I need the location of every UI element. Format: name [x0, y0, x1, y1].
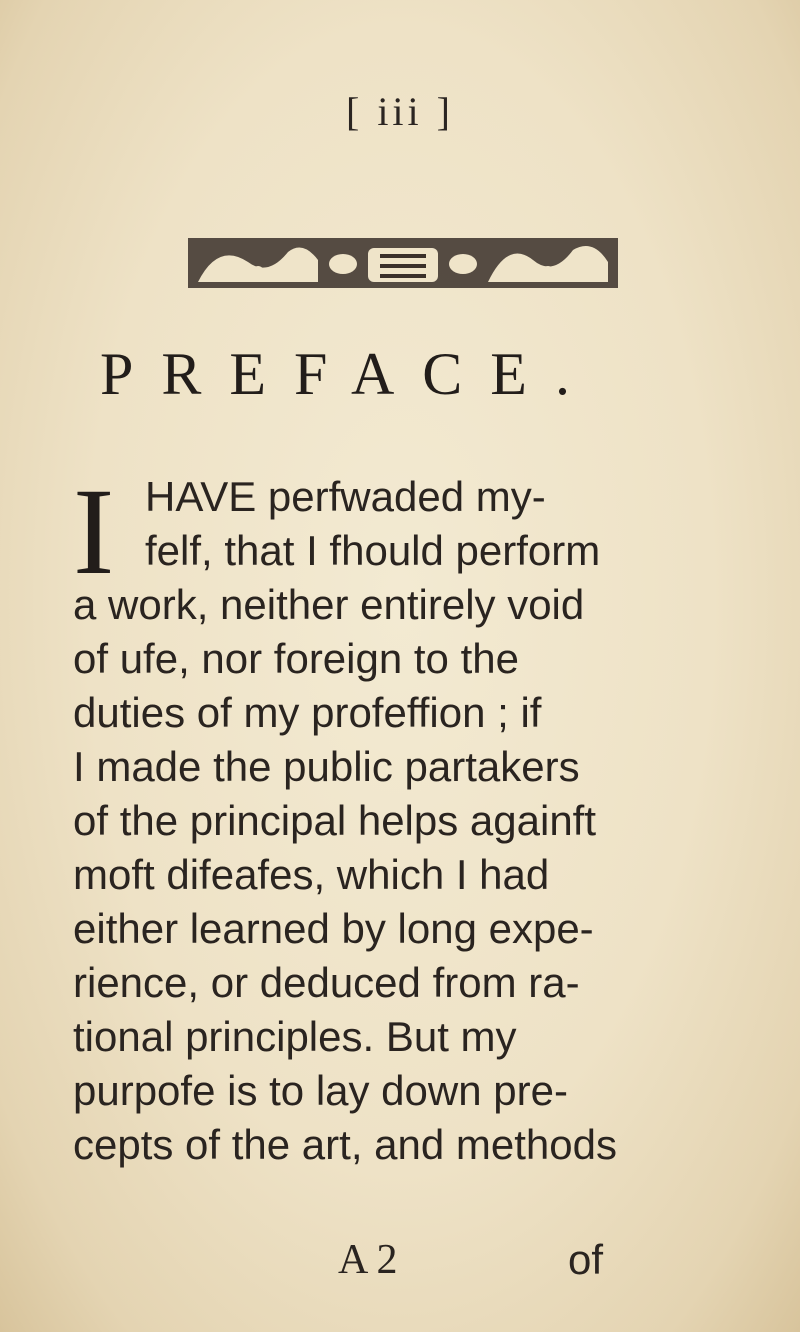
text-line: of ufe, nor foreign to the: [73, 635, 519, 682]
text-line: I made the public partakers: [73, 743, 580, 790]
text-line: purpofe is to lay down pre-: [73, 1067, 568, 1114]
text-line: moft difeafes, which I had: [73, 851, 550, 898]
text-line: of the principal helps againft: [73, 797, 597, 844]
text-line: a work, neither entirely void: [73, 581, 585, 628]
page-footer: [0, 1236, 800, 1290]
catchword: of: [568, 1236, 604, 1283]
text-line: either learned by long expe-: [73, 905, 594, 952]
text-line: cepts of the art, and methods: [73, 1121, 617, 1168]
text-line: rience, or deduced from ra-: [73, 959, 580, 1006]
preface-heading: PREFACE.: [100, 341, 598, 407]
drop-cap: I: [73, 463, 115, 600]
text-line: duties of my profeffion ; if: [73, 689, 542, 736]
text-line: HAVE perfwaded my-: [145, 473, 546, 520]
page-number: [ iii ]: [346, 89, 454, 134]
text-line: tional principles. But my: [73, 1013, 517, 1060]
text-line: felf, that I fhould perform: [145, 527, 601, 574]
decorative-headpiece: [188, 232, 618, 294]
signature-mark: A 2: [338, 1237, 398, 1283]
